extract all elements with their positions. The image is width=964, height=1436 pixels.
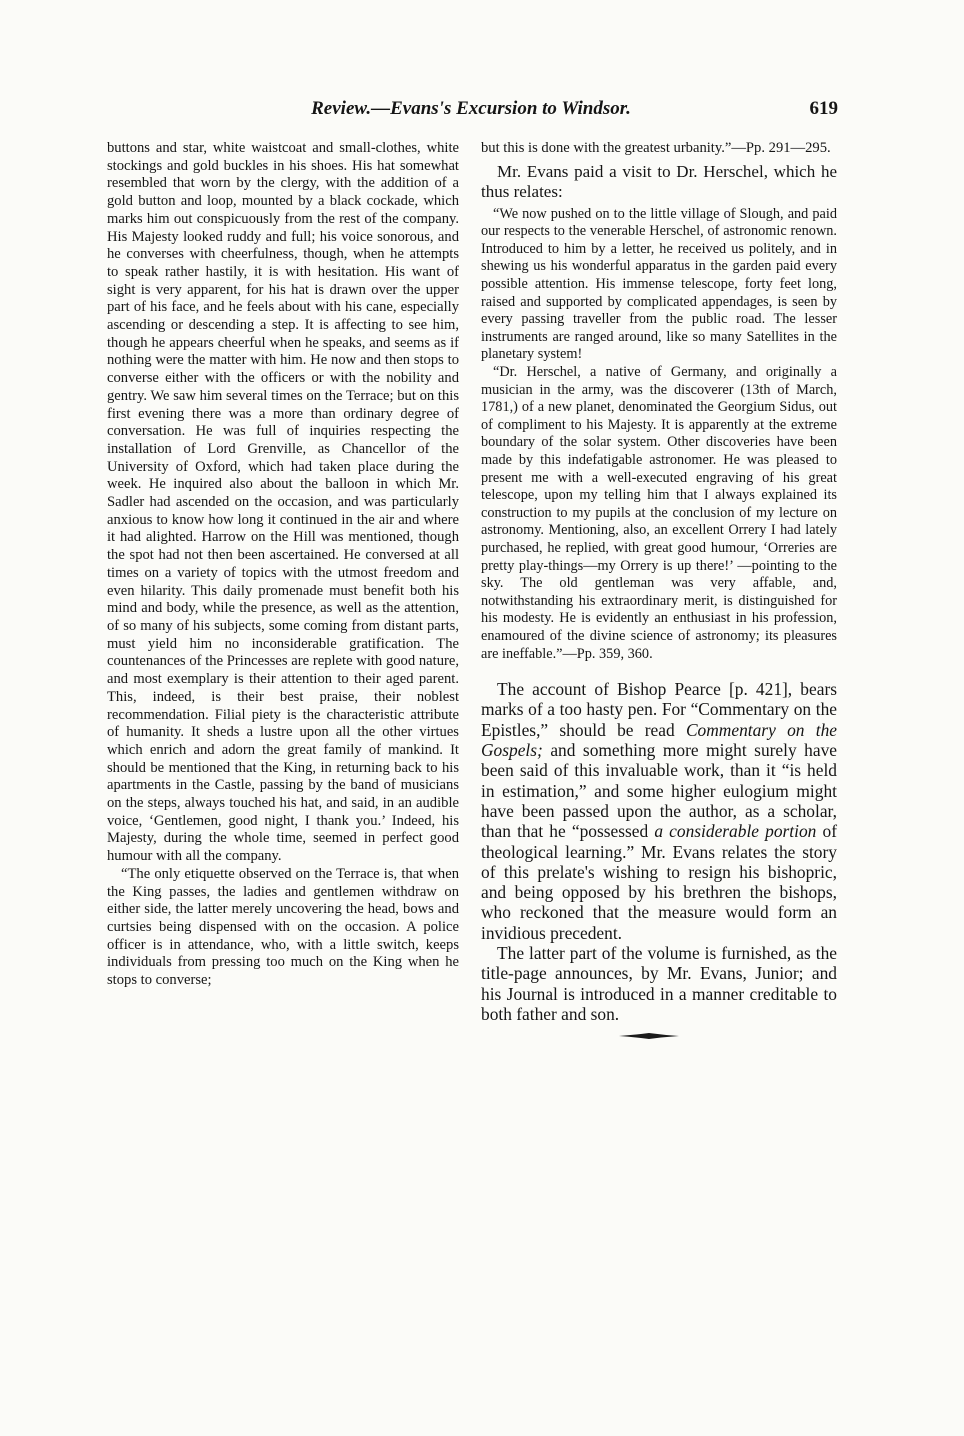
bishop-pearce-text-a: The account of Bishop Pearce [p. 421], bears marks of a too hasty pen. For “Commentary on the Epistles,” should be read [481,679,837,740]
quote-continuation: but this is done with the greatest urbanity.”—Pp. 291—295. [481,140,831,156]
herschel-quote-1: “We now pushed on to the little village of Slough, and paid our respects to the venerable Herschel, of astronomic renown. Introduced to him by a letter, he received us politely, and in shewing us his wonderful apparatus in the garden paid every possible attention. His immense telescope, forty feet long, raised and supported by complicated appendages, is seen by every passing traveller from the public road. The lesser instruments are ranged around, like so many Satellites in the planetary system! [481,205,837,363]
page-number: 619 [809,98,838,119]
bishop-pearce-text-c: of theological learning.” Mr. Evans relates the story of this prelate's wishing to resign his bishopric, and being opposed by his brethren the bishops, who reckoned that the measure would form an invidious precedent. [481,821,837,943]
page-header [104,98,838,128]
bishop-pearce-paragraph [481,679,837,943]
left-column [107,140,459,990]
herschel-intro: Mr. Evans paid a visit to Dr. Herschel, which he thus relates: [481,161,837,201]
left-paragraph-2: “The only etiquette observed on the Terrace is, that when the King passes, the ladies and gentlemen withdraw on either side, the latter merely uncovering the head, bows and curtsies being dispensed with on the occasion. A police officer is in attendance, who, with a little switch, keeps individuals from pressing too much on the King when he stops to converse; [107,865,459,989]
end-ornament [619,1032,679,1040]
bishop-pearce-text-b: and something more might surely have been said of this invaluable work, than it “is held in estimation,” and some higher eulogium might have been passed upon the author, as a scholar, than that he “possessed [481,740,837,842]
closing-paragraph: The latter part of the volume is furnished, as the title-page announces, by Mr. Evans, Junior; and his Journal is introduced in a manner creditable to both father and son. [481,943,837,1024]
bishop-pearce-italic-2: a considerable portion [654,821,817,842]
left-paragraph-1: buttons and star, white waistcoat and small-clothes, white stockings and gold buckles in his shoes. His hat somewhat resembled that worn by the clergy, with the addition of a gold button and loop, mounted by a black cockade, which marks him out conspicuously from the rest of the company. His Majesty looked ruddy and full; his voice sonorous, and he converses with cheerfulness, though, when he attempts to speak rather hastily, it is with hesitation. His want of sight is very apparent, for his hat is drawn over the upper part of his face, and he feels about with his cane, especially ascending or descending a step. It is affecting to see him, though he appears cheerful when he speaks, and seems as if nothing were the matter with him. He now and then stops to converse either with the officers or with the nobility and gentry. We saw him several times on the Terrace; but on this first evening there was a more than ordinary degree of conversation. He was full of inquiries respecting the installation of Lord Grenville, as Chancellor of the University of Oxford, which had taken place during the week. He inquired also about the balloon in which Mr. Sadler had ascended on the occasion, and was particularly anxious to know how long it continued in the air and where it had alighted. Harrow on the Hill was mentioned, though the spot had not then been ascertained. He conversed at all times on a variety of topics with the utmost freedom and even hilarity. This daily promenade must benefit both his mind and body, while the presence, as well as the attention, of so many of his subjects, some coming from distant parts, must yield him no inconsiderable gratification. The countenances of the Princesses are replete with good nature, and most exemplary is their attention to their aged parent. This, indeed, is their best praise, their noblest recommendation. Filial piety is the characteristic attribute of humanity. It sheds a lustre upon all the other virtues which enrich and adorn the great family of mankind. It should be mentioned that the King, in returning back to his apartments in the Castle, passing by the band of musicians on the steps, always touched his hat, and said, in an audible voice, ‘Gentlemen, good night, I thank you.’ Indeed, his Majesty, during the whole time, seemed in perfect good humour with all the company. [107,140,459,865]
herschel-quote-2: “Dr. Herschel, a native of Germany, and originally a musician in the army, was the discoverer (13th of March, 1781,) of a new planet, denominated the Georgium Sidus, out of compliment to his Majesty. It is apparently at the extreme boundary of the solar system. Other discoveries have been made by this indefatigable astronomer. He was pleased to present me with a well-executed engraving of his great telescope, upon my telling him that I always explained its construction to my pupils at the conclusion of my lecture on astronomy. Mentioning, also, an excellent Orrery I had lately purchased, he replied, with great good humour, ‘Orreries are pretty play-things—my Orrery is up there!’ —pointing to the sky. The old gentleman was very affable, and, notwithstanding his extraordinary merit, is distinguished for his modesty. He is evidently an enthusiast in his profession, enamoured of the divine science of astronomy; its pleasures are ineffable.”—Pp. 359, 360. [481,364,837,662]
right-column [481,140,837,1045]
running-title: Review.—Evans's Excursion to Windsor. [311,98,631,119]
bishop-pearce-italic-1: Commentary on the Gospels; [481,719,837,761]
